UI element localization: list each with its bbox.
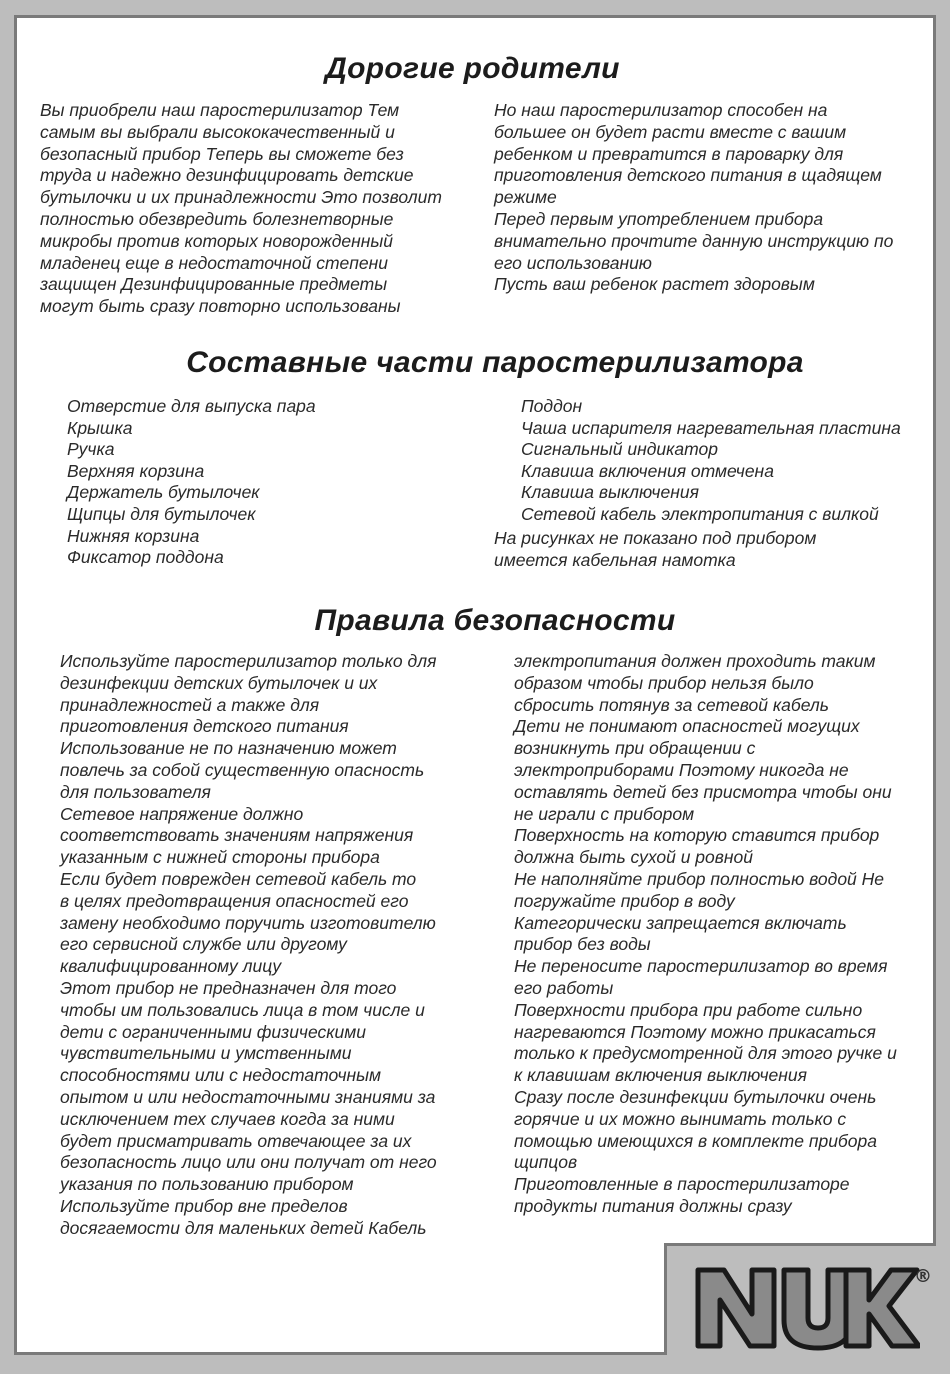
registered-mark: ® [914, 1266, 932, 1287]
parts-item: Отверстие для выпуска пара [67, 396, 316, 416]
section-title-safety: Правила безопасности [314, 604, 676, 637]
parts-note: На рисунках не показано под прибором имеется кабельная намотка [494, 528, 817, 570]
parts-item: Щипцы для бутылочек [67, 503, 256, 524]
parts-list-left [67, 396, 316, 569]
parts-item: Верхняя корзина [67, 460, 205, 481]
parts-item: Поддон [521, 396, 583, 416]
parts-item: Нижняя корзина [67, 525, 200, 546]
parts-item: Крышка [67, 417, 133, 438]
parts-item: Клавиша выключения [521, 482, 699, 503]
parts-item: Фиксатор поддона [67, 547, 224, 568]
parts-item: Ручка [67, 439, 115, 460]
parts-item: Чаша испарителя нагревательная пластина [521, 417, 901, 438]
parts-item: Держатель бутылочек [67, 482, 260, 503]
intro-right-text: Но наш паростерилизатор способен на большее он будет расти вместе с вашим ребенком и превратится в пароварку для приготовления детского питания в щадящем режиме Перед первым употреблением прибора внимательно прочтите данную инструкцию по его использованию Пусть ваш ребенок растет здоровым [494, 100, 894, 295]
section-title-dear-parents: Дорогие родители [325, 52, 620, 85]
parts-list-right [521, 396, 901, 526]
parts-item: Сетевой кабель электропитания с вилкой [521, 503, 879, 524]
intro-left-text: Вы приобрели наш паростерилизатор Тем самым вы выбрали высококачественный и безопасный прибор Теперь вы сможете без труда и надежно дезинфицировать детские бутылочки и их принадлежности Это позволит полностью обезвредить болезнетворные микробы против которых новорожденный младенец еще в недостаточной степени защищен Дезинфицированные предметы могут быть сразу повторно использованы [40, 100, 442, 317]
section-title-parts: Составные части паростерилизатора [186, 346, 804, 379]
safety-left-text: Используйте паростерилизатор только для дезинфекции детских бутылочек и их принадлежностей а также для приготовления детского питания Использование не по назначению может повлечь за собой существенную опасность для пользователя Сетевое напряжение должно соответствовать значениям напряжения указанным с нижней стороны прибора Если будет поврежден сетевой кабель то в целях предотвращения опасностей его замену необходимо поручить изготовителю его сервисной службе или другому квалифицированному лицу Этот прибор не предназначен для того чтобы им пользовались лица в том числе и дети с ограниченными физическими чувствительными и умственными способностями или с недостаточным опытом и или недостаточными знаниями за исключением тех случаев когда за ними будет присматривать отвечающее за их безопасность лицо или они получат от него указания по пользованию прибором Используйте прибор вне пределов досягаемости для маленьких детей Кабель [60, 651, 437, 1238]
parts-item: Клавиша включения отмечена [521, 460, 774, 481]
nuk-logo [690, 1258, 920, 1358]
parts-item: Сигнальный индикатор [521, 439, 718, 460]
safety-right-text: электропитания должен проходить таким образом чтобы прибор нельзя было сбросить потянув за сетевой кабель Дети не понимают опасностей могущих возникнуть при обращении с электроприборами Поэтому никогда не оставлять детей без присмотра чтобы они не играли с прибором Поверхность на которую ставится прибор должна быть сухой и ровной Не наполняйте прибор полностью водой Не погружайте прибор в воду Категорически запрещается включать прибор без воды Не переносите паростерилизатор во время его работы Поверхности прибора при работе сильно нагреваются Поэтому можно прикасаться только к предусмотренной для этого ручке и к клавишам включения выключения Сразу после дезинфекции бутылочки очень горячие и их можно вынимать только с помощью имеющихся в комплекте прибора щипцов Приготовленные в паростерилизаторе продукты питания должны сразу [514, 651, 897, 1216]
